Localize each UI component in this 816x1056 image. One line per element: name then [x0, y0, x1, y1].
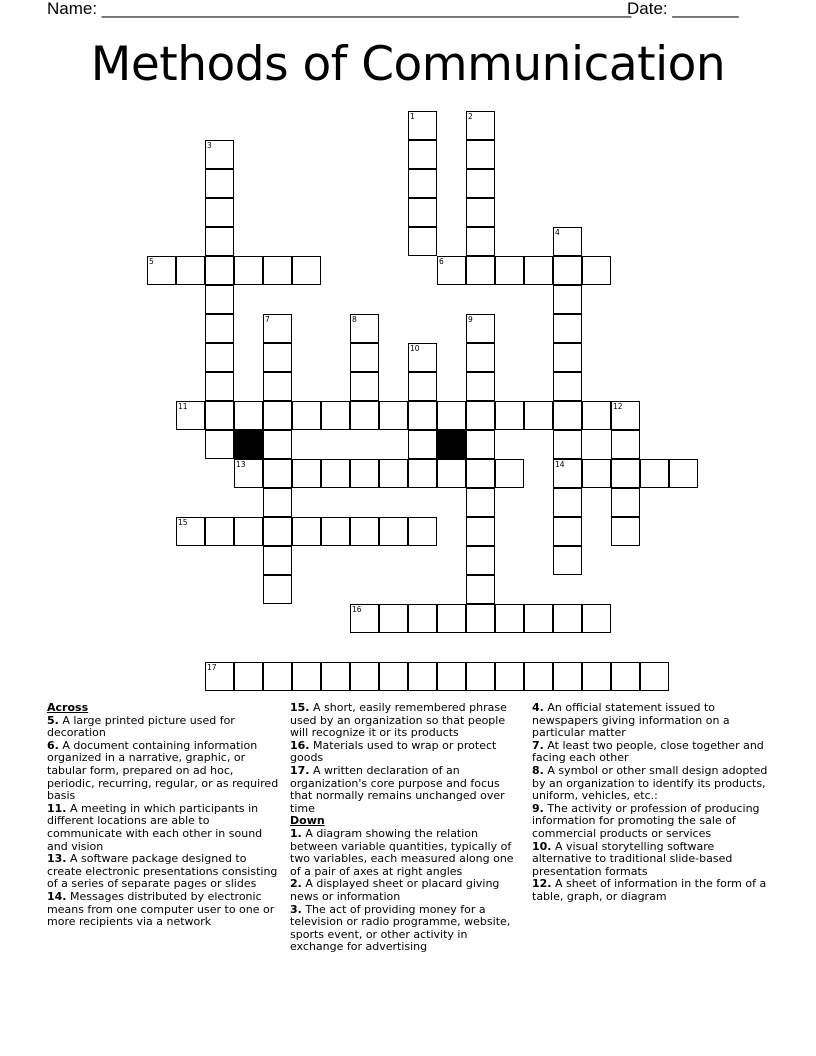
grid-cell[interactable] — [176, 401, 205, 430]
clue-number-label: 10. — [532, 839, 552, 853]
grid-cell[interactable] — [350, 401, 379, 430]
grid-cell[interactable] — [263, 488, 292, 517]
grid-cell[interactable] — [408, 140, 437, 169]
grid-cell[interactable] — [350, 343, 379, 372]
clue-number: 3 — [207, 141, 212, 150]
grid-cell[interactable] — [524, 604, 553, 633]
clue-number-label: 5. — [47, 713, 59, 727]
grid-cell[interactable] — [321, 459, 350, 488]
clue-number-label: 15. — [290, 701, 310, 714]
page-title: Methods of Communication — [90, 37, 726, 92]
clue-number-label: 7. — [532, 738, 544, 752]
grid-cell[interactable] — [205, 401, 234, 430]
grid-cell[interactable] — [379, 401, 408, 430]
grid-cell[interactable] — [321, 662, 350, 691]
clue-item — [532, 878, 768, 903]
grid-cell[interactable] — [466, 111, 495, 140]
clue-text: A displayed sheet or placard giving news or information — [290, 877, 500, 903]
grid-cell[interactable] — [553, 256, 582, 285]
clue-number: 8 — [352, 315, 357, 324]
clue-number: 17 — [207, 663, 217, 672]
grid-cell[interactable] — [466, 314, 495, 343]
grid-cell[interactable] — [553, 343, 582, 372]
grid-cell[interactable] — [292, 662, 321, 691]
grid-cell[interactable] — [466, 140, 495, 169]
clue-number: 1 — [410, 112, 415, 121]
grid-cell[interactable] — [205, 430, 234, 459]
clue-text: A meeting in which participants in different locations are able to communicate with each other in sound and vision — [47, 801, 263, 853]
grid-cell[interactable] — [437, 459, 466, 488]
grid-cell[interactable] — [350, 662, 379, 691]
grid-cell[interactable] — [263, 372, 292, 401]
grid-cell[interactable] — [379, 517, 408, 546]
grid-cell[interactable] — [205, 517, 234, 546]
grid-cell[interactable] — [234, 401, 263, 430]
grid-cell[interactable] — [379, 604, 408, 633]
grid-cell[interactable] — [466, 401, 495, 430]
clue-number-label: 13. — [47, 852, 67, 866]
grid-cell[interactable] — [611, 488, 640, 517]
grid-cell[interactable] — [466, 169, 495, 198]
clue-number: 5 — [149, 257, 154, 266]
grid-cell[interactable] — [669, 459, 698, 488]
grid-cell[interactable] — [466, 372, 495, 401]
grid-cell[interactable] — [234, 459, 263, 488]
grid-cell[interactable] — [466, 430, 495, 459]
clue-text: Materials used to wrap or protect goods — [290, 738, 497, 765]
clue-item — [290, 740, 523, 765]
grid-cell[interactable] — [205, 343, 234, 372]
date-field[interactable]: Date: _______ — [627, 0, 739, 18]
clue-text: A software package designed to create electronic presentations consisting of a series of separate pages or slides — [47, 852, 278, 891]
grid-cell[interactable] — [437, 256, 466, 285]
clue-number-label: 8. — [532, 763, 544, 777]
grid-cell[interactable] — [553, 401, 582, 430]
grid-cell[interactable] — [234, 517, 263, 546]
clue-item — [532, 740, 768, 765]
grid-cell[interactable] — [408, 343, 437, 372]
clue-number-label: 2. — [290, 877, 302, 891]
grid-cell[interactable] — [292, 256, 321, 285]
clue-text: A sheet of information in the form of a table, graph, or diagram — [532, 877, 767, 903]
grid-cell[interactable] — [205, 227, 234, 256]
clue-item — [532, 765, 768, 803]
grid-cell[interactable] — [466, 604, 495, 633]
grid-cell[interactable] — [408, 459, 437, 488]
grid-cell[interactable] — [582, 662, 611, 691]
grid-cell[interactable] — [350, 604, 379, 633]
grid-cell[interactable] — [379, 459, 408, 488]
clue-number: 7 — [265, 315, 270, 324]
grid-cell[interactable] — [205, 140, 234, 169]
grid-cell[interactable] — [495, 401, 524, 430]
clue-number: 11 — [178, 402, 188, 411]
grid-cell[interactable] — [408, 169, 437, 198]
grid-cell[interactable] — [582, 401, 611, 430]
clue-text: Messages distributed by electronic means from one computer user to one or more recipients via a network — [47, 889, 275, 929]
clue-column-1 — [47, 702, 279, 929]
clue-number-label: 14. — [47, 889, 67, 903]
grid-cell[interactable] — [350, 459, 379, 488]
grid-cell[interactable] — [466, 198, 495, 227]
clue-number: 12 — [613, 402, 623, 411]
grid-cell[interactable] — [466, 546, 495, 575]
name-field[interactable]: Name: ________________________________________________________ — [47, 0, 632, 18]
clue-heading: Across — [47, 701, 89, 714]
clue-number: 4 — [555, 228, 560, 237]
grid-cell[interactable] — [640, 459, 669, 488]
clue-text: An official statement issued to newspapers giving information on a particular matter — [532, 701, 730, 740]
clue-number-label: 6. — [47, 738, 59, 752]
grid-cell[interactable] — [582, 604, 611, 633]
clue-item — [532, 702, 768, 740]
grid-cell[interactable] — [582, 459, 611, 488]
clue-item — [47, 803, 279, 853]
grid-cell[interactable] — [553, 517, 582, 546]
grid-cell[interactable] — [466, 227, 495, 256]
clue-number-label: 17. — [290, 763, 310, 777]
clue-number-label: 4. — [532, 701, 544, 714]
grid-cell[interactable] — [466, 488, 495, 517]
grid-cell[interactable] — [408, 111, 437, 140]
clue-text: A document containing information organized in a narrative, graphic, or tabular form, prepared on ad hoc, periodic, recurring, regular, or as required basis — [47, 738, 279, 803]
grid-cell[interactable] — [408, 604, 437, 633]
clue-column-3 — [532, 702, 768, 904]
grid-cell[interactable] — [205, 314, 234, 343]
grid-cell[interactable] — [524, 401, 553, 430]
clue-number: 9 — [468, 315, 473, 324]
grid-cell[interactable] — [466, 575, 495, 604]
grid-cell[interactable] — [205, 256, 234, 285]
grid-cell[interactable] — [640, 662, 669, 691]
grid-cell[interactable] — [263, 575, 292, 604]
grid-cell[interactable] — [408, 227, 437, 256]
clue-text: A symbol or other small design adopted by an organization to identify its products, uniform, vehicles, etc.: — [532, 763, 768, 803]
grid-cell[interactable] — [205, 198, 234, 227]
clue-item — [532, 841, 768, 879]
grid-cell[interactable] — [553, 546, 582, 575]
grid-cell[interactable] — [176, 256, 205, 285]
grid-cell[interactable] — [350, 517, 379, 546]
grid-cell[interactable] — [582, 256, 611, 285]
grid-cell[interactable] — [524, 662, 553, 691]
grid-cell[interactable] — [437, 604, 466, 633]
grid-cell[interactable] — [553, 459, 582, 488]
grid-cell[interactable] — [553, 604, 582, 633]
clue-text: At least two people, close together and facing each other — [532, 738, 764, 765]
clue-number: 14 — [555, 460, 565, 469]
grid-cell[interactable] — [466, 517, 495, 546]
clue-number-label: 11. — [47, 801, 67, 815]
grid-cell[interactable] — [263, 314, 292, 343]
clue-item — [47, 715, 279, 740]
clue-number-label: 1. — [290, 826, 302, 840]
grid-cell[interactable] — [611, 430, 640, 459]
grid-cell[interactable] — [611, 517, 640, 546]
clue-text: A written declaration of an organization's core purpose and focus that normally remains unchanged over time — [290, 763, 505, 815]
clue-number: 15 — [178, 518, 188, 527]
grid-cell[interactable] — [466, 662, 495, 691]
grid-cell[interactable] — [147, 256, 176, 285]
grid-cell[interactable] — [263, 256, 292, 285]
grid-cell[interactable] — [205, 372, 234, 401]
grid-cell[interactable] — [553, 372, 582, 401]
grid-cell[interactable] — [379, 662, 408, 691]
grid-cell[interactable] — [263, 662, 292, 691]
grid-cell[interactable] — [553, 227, 582, 256]
grid-cell[interactable] — [408, 401, 437, 430]
grid-cell[interactable] — [611, 401, 640, 430]
grid-cell[interactable] — [553, 314, 582, 343]
grid-cell[interactable] — [553, 662, 582, 691]
grid-cell[interactable] — [263, 343, 292, 372]
black-square — [437, 430, 466, 459]
grid-cell[interactable] — [495, 256, 524, 285]
clue-number: 16 — [352, 605, 362, 614]
grid-cell[interactable] — [350, 372, 379, 401]
grid-cell[interactable] — [350, 314, 379, 343]
clue-heading: Down — [290, 814, 325, 828]
clue-number-label: 12. — [532, 877, 552, 891]
clue-item — [47, 853, 279, 891]
grid-cell[interactable] — [466, 343, 495, 372]
black-square — [234, 430, 263, 459]
clue-number-label: 16. — [290, 738, 310, 752]
grid-cell[interactable] — [205, 285, 234, 314]
clue-item — [290, 904, 523, 954]
clue-text: A visual storytelling software alternative to traditional slide-based presentation formats — [532, 839, 733, 878]
grid-cell[interactable] — [263, 517, 292, 546]
grid-cell[interactable] — [408, 430, 437, 459]
grid-cell[interactable] — [408, 662, 437, 691]
grid-cell[interactable] — [611, 459, 640, 488]
grid-cell[interactable] — [495, 459, 524, 488]
grid-cell[interactable] — [466, 459, 495, 488]
grid-cell[interactable] — [495, 604, 524, 633]
grid-cell[interactable] — [553, 430, 582, 459]
grid-cell[interactable] — [176, 517, 205, 546]
clue-number: 10 — [410, 344, 420, 353]
grid-cell[interactable] — [292, 401, 321, 430]
grid-cell[interactable] — [408, 198, 437, 227]
grid-cell[interactable] — [234, 256, 263, 285]
grid-cell[interactable] — [524, 256, 553, 285]
grid-cell[interactable] — [263, 401, 292, 430]
grid-cell[interactable] — [263, 546, 292, 575]
clue-number: 2 — [468, 112, 473, 121]
clue-text: A diagram showing the relation between variable quantities, typically of two variables, each measured along one of a pair of axes at right angles — [290, 826, 514, 878]
clue-number-label: 9. — [532, 801, 544, 815]
grid-cell[interactable] — [321, 401, 350, 430]
clue-item — [532, 803, 768, 841]
grid-cell[interactable] — [408, 372, 437, 401]
grid-cell[interactable] — [292, 459, 321, 488]
clue-number-label: 3. — [290, 902, 302, 916]
grid-cell[interactable] — [292, 517, 321, 546]
clue-text: A large printed picture used for decoration — [47, 713, 235, 740]
grid-cell[interactable] — [408, 517, 437, 546]
grid-cell[interactable] — [205, 662, 234, 691]
grid-cell[interactable] — [466, 256, 495, 285]
grid-cell[interactable] — [263, 459, 292, 488]
clue-text: The activity or profession of producing information for promoting the sale of commercial products or services — [532, 801, 760, 840]
grid-cell[interactable] — [553, 488, 582, 517]
clue-item — [47, 891, 279, 929]
grid-cell[interactable] — [437, 401, 466, 430]
clue-item — [290, 828, 523, 878]
clue-text: A short, easily remembered phrase used by an organization so that people will recognize it or its products — [290, 701, 507, 740]
clue-text: The act of providing money for a television or radio programme, website, sports event, or other activity in exchange for advertising — [290, 902, 511, 954]
grid-cell[interactable] — [263, 430, 292, 459]
grid-cell[interactable] — [611, 662, 640, 691]
grid-cell[interactable] — [553, 285, 582, 314]
clue-item — [290, 878, 523, 903]
clue-column-2 — [290, 702, 523, 954]
grid-cell[interactable] — [437, 662, 466, 691]
clue-item — [290, 702, 523, 740]
grid-cell[interactable] — [495, 662, 524, 691]
clue-number: 6 — [439, 257, 444, 266]
grid-cell[interactable] — [234, 662, 263, 691]
clue-number: 13 — [236, 460, 246, 469]
clue-item — [47, 740, 279, 803]
grid-cell[interactable] — [321, 517, 350, 546]
grid-cell[interactable] — [205, 169, 234, 198]
clue-item — [290, 765, 523, 815]
